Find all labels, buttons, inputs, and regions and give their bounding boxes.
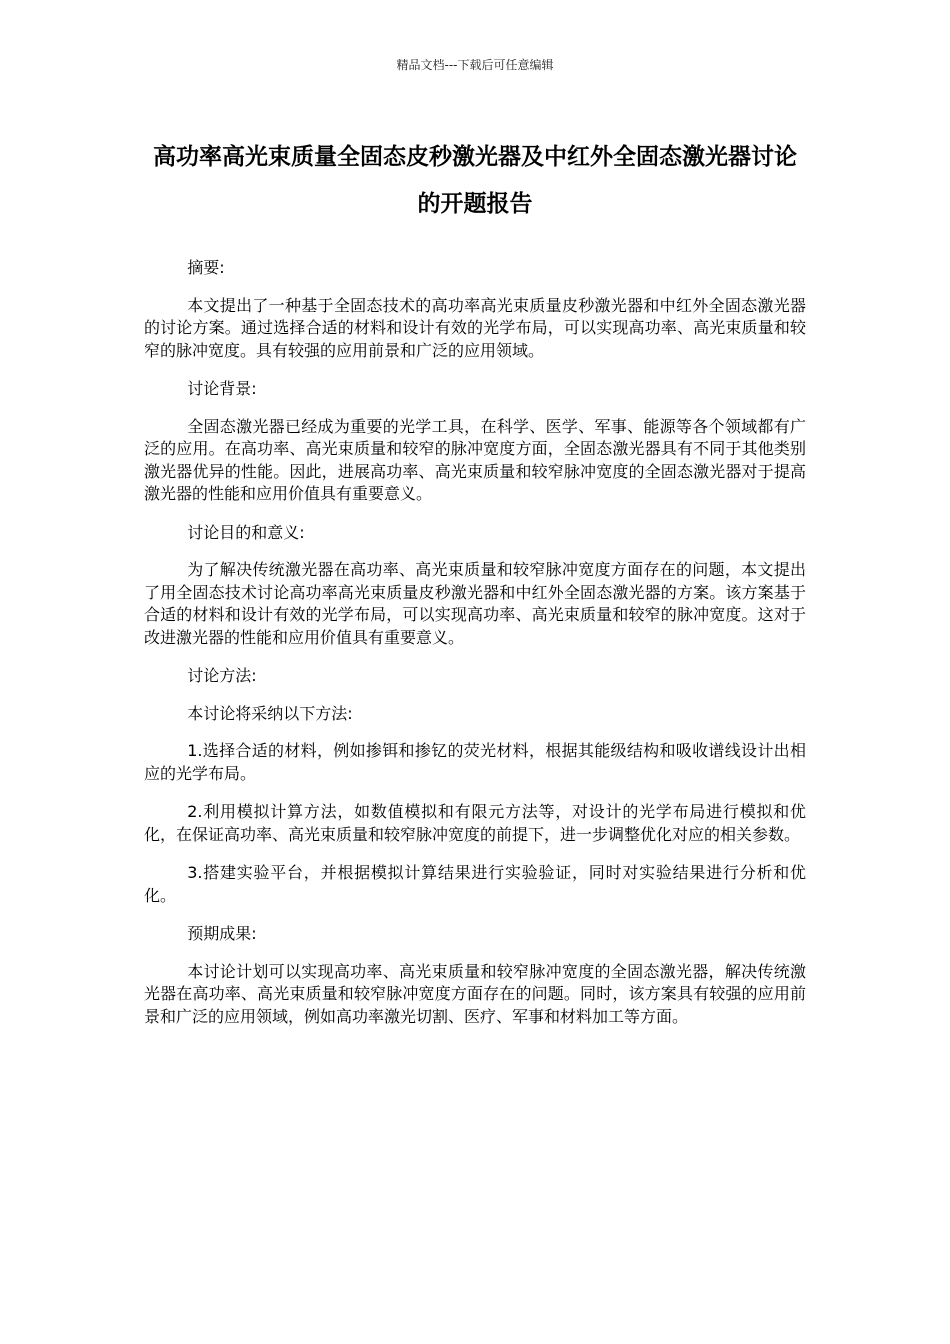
method-item-2: 2.利用模拟计算方法，如数值模拟和有限元方法等，对设计的光学布局进行模拟和优化，在保证高功率、高光束质量和较窄脉冲宽度的前提下，进一步调整优化对应的相关参数。 (144, 802, 806, 844)
purpose-heading: 讨论目的和意义: (187, 522, 305, 542)
abstract-heading: 摘要: (187, 258, 225, 277)
page-header: 精品文档---下载后可任意编辑 (396, 58, 554, 72)
purpose-paragraph: 为了解决传统激光器在高功率、高光束质量和较窄脉冲宽度方面存在的问题，本文提出了用全固态技术讨论高功率高光束质量皮秒激光器和中红外全固态激光器的方案。该方案基于合适的材料和设计有效的光学布局，可以实现高功率、高光束质量和较窄的脉冲宽度。这对于改进激光器的性能和应用价值具有重要意义。 (144, 560, 806, 647)
method-intro: 本讨论将采纳以下方法: (187, 703, 353, 723)
results-paragraph: 本讨论计划可以实现高功率、高光束质量和较窄脉冲宽度的全固态激光器，解决传统激光器在高功率、高光束质量和较窄脉冲宽度方面存在的问题。同时，该方案具有较强的应用前景和广泛的应用领域，例如高功率激光切割、医疗、军事和材料加工等方面。 (144, 961, 806, 1026)
method-item-1: 1.选择合适的材料，例如掺铒和掺钇的荧光材料，根据其能级结构和吸收谱线设计出相应的光学布局。 (144, 741, 806, 783)
background-heading: 讨论背景: (187, 379, 257, 398)
document-title: 高功率高光束质量全固态皮秒激光器及中红外全固态激光器讨论的开题报告 (153, 144, 797, 217)
abstract-paragraph: 本文提出了一种基于全固态技术的高功率高光束质量皮秒激光器和中红外全固态激光器的讨论方案。通过选择合适的材料和设计有效的光学布局，可以实现高功率、高光束质量和较窄的脉冲宽度。具有较强的应用前景和广泛的应用领域。 (144, 295, 806, 360)
background-paragraph: 全固态激光器已经成为重要的光学工具，在科学、医学、军事、能源等各个领域都有广泛的应用。在高功率、高光束质量和较窄的脉冲宽度方面，全固态激光器具有不同于其他类别激光器优异的性能。因此，进展高功率、高光束质量和较窄脉冲宽度的全固态激光器对于提高激光器的性能和应用价值具有重要意义。 (144, 416, 806, 503)
method-heading: 讨论方法: (187, 666, 257, 685)
document-body (144, 257, 806, 1044)
method-item-3: 3.搭建实验平台，并根据模拟计算结果进行实验验证，同时对实验结果进行分析和优化。 (144, 863, 806, 905)
results-heading: 预期成果: (187, 924, 257, 943)
